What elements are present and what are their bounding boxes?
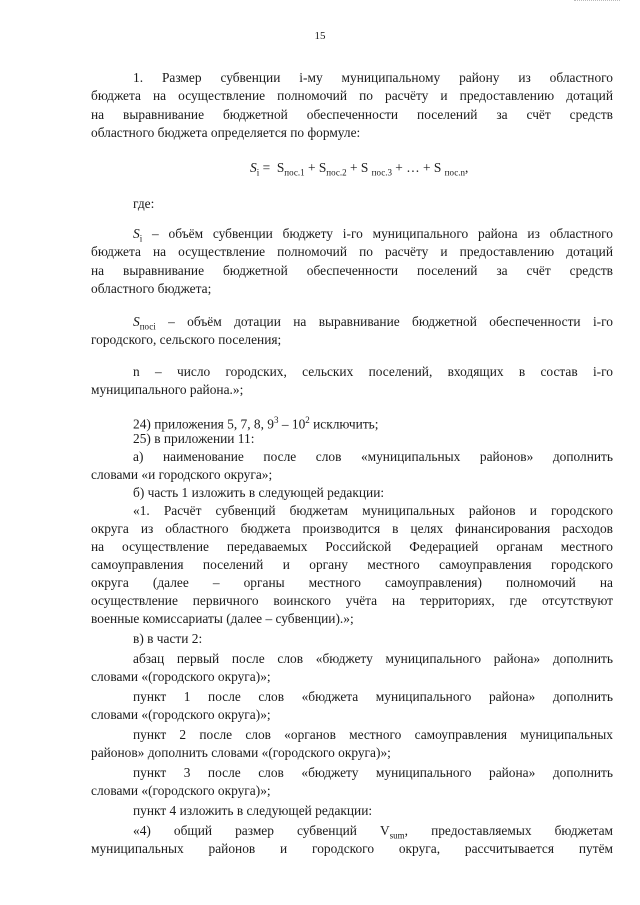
formula-ellipsis: … bbox=[406, 160, 420, 175]
item-b: б) часть 1 изложить в следующей редакции: bbox=[133, 485, 385, 500]
punkt-2-line-1: пункт 2 после слов «органов местного самоуправления муниципальных bbox=[133, 727, 613, 742]
punkt-4-quote-sub: sum bbox=[389, 830, 405, 841]
item-v: в) в части 2: bbox=[133, 631, 203, 646]
definition-si-symbol: S bbox=[133, 226, 140, 241]
punkt-4-quote-text-a: «4) общий размер субвенций V bbox=[133, 823, 390, 838]
punkt-4: пункт 4 изложить в следующей редакции: bbox=[133, 803, 373, 818]
punkt-1-line-1: пункт 1 после слов «бюджета муниципального района» дополнить bbox=[133, 689, 613, 704]
abzac-1-line-2: словами «(городского округа)»; bbox=[91, 669, 271, 684]
formula-term-1: S bbox=[276, 160, 285, 175]
quote-line-6: осуществление первичного воинского учёта на территориях, где отсутствуют bbox=[91, 593, 613, 608]
item-24-text-a: 24) приложения 5, 7, 8, 9 bbox=[133, 416, 274, 432]
definition-si-line-3: на выравнивание бюджетной обеспеченности поселений за счёт средств bbox=[91, 263, 613, 278]
formula-term-2: S bbox=[318, 160, 327, 175]
definition-si-sub: i bbox=[139, 233, 143, 244]
punkt-1-line-2: словами «(городского округа)»; bbox=[91, 707, 271, 722]
definition-snos-line-2: городского, сельского поселения; bbox=[91, 332, 282, 347]
paragraph-1-line-2: бюджета на осуществление полномочий по расчёту и предоставлению дотаций bbox=[91, 88, 613, 103]
punkt-3-line-2: словами «(городского округа)»; bbox=[91, 783, 271, 798]
scan-artifact bbox=[574, 0, 620, 4]
quote-line-3: на осуществление передаваемых Российской Федерацией органам местного bbox=[91, 539, 613, 554]
item-a-line-1: а) наименование после слов «муниципальных районов» дополнить bbox=[133, 449, 613, 464]
quote-line-7: военные комиссариаты (далее – субвенции).»; bbox=[91, 611, 354, 626]
abzac-1-line-1: абзац первый после слов «бюджету муниципального района» дополнить bbox=[133, 651, 613, 666]
definition-si-line-2: бюджета на осуществление полномочий по расчёту и предоставлению дотаций bbox=[91, 244, 613, 259]
quote-line-4: самоуправления поселений и органу местного самоуправления городского bbox=[91, 557, 613, 572]
item-24-sup-2: 2 bbox=[305, 415, 310, 425]
quote-line-5: округа (далее – органы местного самоуправления) полномочий на bbox=[91, 575, 613, 590]
item-25: 25) в приложении 11: bbox=[133, 431, 255, 446]
punkt-2-line-2: районов» дополнить словами «(городского округа)»; bbox=[91, 745, 391, 760]
formula-equals: = bbox=[262, 160, 271, 175]
formula-term-3: S bbox=[360, 160, 369, 175]
formula-term-1-sub: пос.1 bbox=[284, 167, 305, 178]
definition-n-line-2: муниципального района.»; bbox=[91, 382, 244, 397]
formula-comma: , bbox=[464, 160, 469, 175]
subvention-formula: $S_i = S_{пос.1} + S_{пос.2} + S$ $_{пос.3}$ + … + S $_{пос.n}$, bbox=[250, 160, 469, 178]
quote-line-2: округа из областного бюджета производится в целях финансирования расходов bbox=[91, 521, 613, 536]
punkt-4-quote-text-b: , предоставляемых бюджетам bbox=[404, 823, 613, 838]
item-a-line-2: словами «и городского округа»; bbox=[91, 467, 273, 482]
formula-term-2-sub: пос.2 bbox=[326, 167, 347, 178]
quote-line-1: «1. Расчёт субвенций бюджетам муниципальных районов и городского bbox=[133, 503, 613, 518]
item-24-sup-1: 3 bbox=[274, 415, 279, 425]
definition-n-line-1: n – число городских, сельских поселений, входящих в состав i-го bbox=[133, 364, 613, 379]
page-number: 15 bbox=[314, 30, 326, 42]
definition-si-line-4: областного бюджета; bbox=[91, 281, 212, 296]
item-24-text-c: исключить; bbox=[309, 416, 379, 432]
formula-lhs: S bbox=[250, 160, 257, 175]
where-label: где: bbox=[133, 196, 155, 211]
formula-term-n-sub: пос.n bbox=[444, 167, 465, 178]
formula-term-3-sub: пос.3 bbox=[371, 167, 392, 178]
paragraph-1-line-4: областного бюджета определяется по формуле: bbox=[91, 125, 361, 140]
paragraph-1-line-1: 1. Размер субвенции i-му муниципальному району из областного bbox=[133, 70, 613, 85]
punkt-4-quote-line-2: муниципальных районов и городского округа, рассчитывается путём bbox=[91, 841, 613, 856]
definition-snos-symbol: S bbox=[133, 314, 140, 329]
punkt-3-line-1: пункт 3 после слов «бюджету муниципального района» дополнить bbox=[133, 765, 613, 780]
formula-term-n: S bbox=[433, 160, 442, 175]
item-24-text-b: – 10 bbox=[278, 416, 306, 432]
definition-snos-text: – объём дотации на выравнивание бюджетной обеспеченности i-го bbox=[155, 314, 613, 329]
formula-lhs-sub: i bbox=[256, 167, 260, 178]
definition-snos-sub: посi bbox=[139, 321, 156, 332]
paragraph-1-line-3: на выравнивание бюджетной обеспеченности поселений за счёт средств bbox=[91, 107, 613, 122]
definition-si-text: – объём субвенции бюджету i-го муниципального района из областного bbox=[142, 226, 613, 241]
